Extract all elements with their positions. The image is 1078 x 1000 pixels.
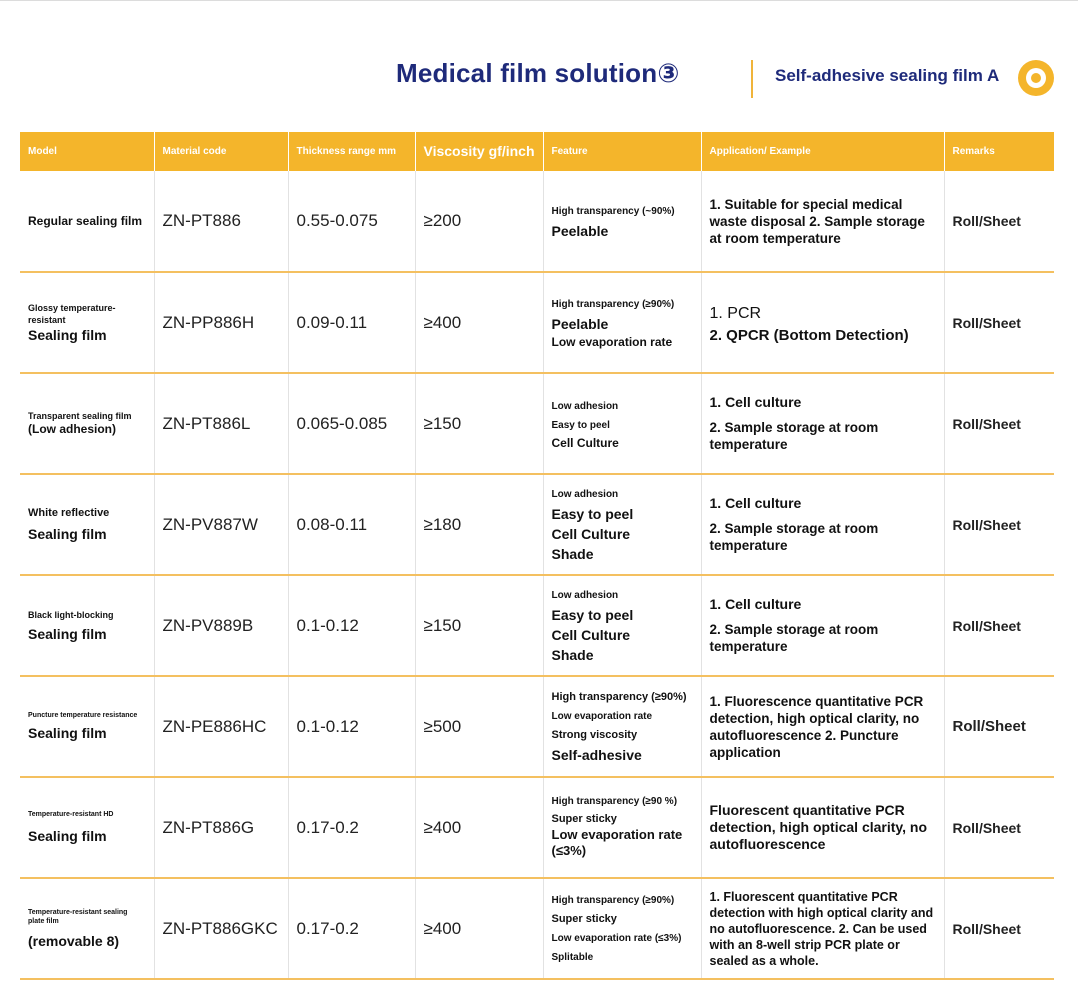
thickness-range: 0.1-0.12: [288, 575, 415, 676]
model-cell: [20, 575, 154, 676]
material-code: ZN-PT886L: [154, 373, 288, 474]
table-row: [20, 878, 1054, 979]
viscosity-value: ≥180: [415, 474, 543, 575]
thickness-range: 0.1-0.12: [288, 676, 415, 777]
feature-item: Peelable: [551, 222, 609, 239]
model-name: Sealing film: [28, 625, 107, 642]
thickness-range: 0.09-0.11: [288, 272, 415, 373]
feature-item: High transparency (≥90%): [551, 691, 687, 703]
remarks-cell: Roll/Sheet: [944, 171, 1054, 272]
feature-item: High transparency (≥90 %): [551, 796, 678, 807]
model-name: (Low adhesion): [28, 422, 116, 436]
col-header-viscosity: Viscosity gf/inch: [415, 132, 543, 171]
feature-item: High transparency (≥90%): [551, 894, 675, 906]
model-name: (removable 8): [28, 932, 120, 949]
model-descriptor: Temperature-resistant sealing plate film: [28, 908, 128, 925]
remarks-cell: Roll/Sheet: [944, 272, 1054, 373]
col-header-thickness: Thickness range mm: [288, 132, 415, 171]
model-name: Regular sealing film: [28, 213, 143, 228]
feature-cell: [543, 878, 701, 979]
application-item: 2. QPCR (Bottom Detection): [709, 327, 909, 344]
application-item: 1. Fluorescent quantitative PCR detection with high optical clarity and no autofluorescence. 2. Can be used with an 8-well strip PCR plate or sealed as a whole.: [709, 889, 934, 968]
feature-item: Shade: [551, 647, 594, 663]
feature-item: High transparency (≥90%): [551, 299, 675, 310]
model-name: Sealing film: [28, 828, 107, 844]
col-header-material-code: Material code: [154, 132, 288, 171]
material-code: ZN-PV889B: [154, 575, 288, 676]
model-cell: [20, 171, 154, 272]
feature-item: Peelable: [551, 316, 609, 332]
material-code: ZN-PT886: [154, 171, 288, 272]
model-name: Sealing film: [28, 526, 107, 542]
application-cell: [701, 171, 944, 272]
feature-cell: [543, 474, 701, 575]
model-descriptor: Black light-blocking: [28, 609, 114, 620]
feature-cell: [543, 777, 701, 878]
feature-item: Low evaporation rate (≤3%): [551, 827, 683, 858]
table-row: [20, 575, 1054, 676]
viscosity-value: ≥400: [415, 777, 543, 878]
table-row: [20, 272, 1054, 373]
table-header-row: [20, 132, 1054, 171]
table-row: [20, 676, 1054, 777]
application-item: 1. Cell culture: [709, 596, 802, 612]
feature-item: Cell Culture: [551, 435, 619, 450]
feature-item: Super sticky: [551, 813, 617, 825]
model-cell: [20, 676, 154, 777]
page-subtitle: Self-adhesive sealing film A: [775, 66, 1000, 85]
viscosity-value: ≥400: [415, 272, 543, 373]
application-item: 1. Fluorescence quantitative PCR detection, high optical clarity, no autofluorescence 2. Puncture application: [709, 693, 924, 760]
table-row: [20, 373, 1054, 474]
material-code: ZN-PT886G: [154, 777, 288, 878]
model-cell: [20, 878, 154, 979]
application-cell: [701, 777, 944, 878]
feature-cell: [543, 575, 701, 676]
viscosity-value: ≥500: [415, 676, 543, 777]
feature-cell: [543, 373, 701, 474]
thickness-range: 0.08-0.11: [288, 474, 415, 575]
col-header-model: Model: [20, 132, 154, 171]
application-item: 1. Cell culture: [709, 495, 802, 511]
application-item: 2. Sample storage at room temperature: [709, 622, 879, 654]
feature-item: Shade: [551, 546, 594, 562]
target-icon: [1018, 60, 1054, 96]
remarks-cell: Roll/Sheet: [944, 474, 1054, 575]
model-cell: [20, 272, 154, 373]
feature-item: Super sticky: [551, 912, 617, 925]
model-descriptor: Glossy temperature-resistant: [28, 302, 116, 325]
material-code: ZN-PV887W: [154, 474, 288, 575]
model-descriptor: Transparent sealing film: [28, 411, 132, 421]
feature-item: Strong viscosity: [551, 729, 638, 741]
application-item: 2. Sample storage at room temperature: [709, 521, 879, 553]
feature-item: Low evaporation rate (≤3%): [551, 932, 682, 944]
col-header-feature: Feature: [543, 132, 701, 171]
thickness-range: 0.065-0.085: [288, 373, 415, 474]
remarks-cell: Roll/Sheet: [944, 575, 1054, 676]
application-cell: [701, 676, 944, 777]
remarks-cell: Roll/Sheet: [944, 676, 1054, 777]
model-cell: [20, 373, 154, 474]
feature-item: High transparency (~90%): [551, 205, 675, 217]
viscosity-value: ≥400: [415, 878, 543, 979]
application-cell: [701, 474, 944, 575]
material-code: ZN-PE886HC: [154, 676, 288, 777]
model-descriptor: Temperature-resistant HD: [28, 811, 114, 818]
col-header-application: Application/ Example: [701, 132, 944, 171]
viscosity-value: ≥150: [415, 575, 543, 676]
feature-item: Low adhesion: [551, 400, 619, 412]
page-header: [0, 0, 1078, 132]
feature-item: Cell Culture: [551, 627, 631, 643]
feature-item: Easy to peel: [551, 506, 634, 522]
model-descriptor: Puncture temperature resistance: [28, 712, 138, 719]
feature-item: Easy to peel: [551, 607, 634, 623]
feature-cell: [543, 272, 701, 373]
remarks-cell: Roll/Sheet: [944, 878, 1054, 979]
application-item: 2. Sample storage at room temperature: [709, 420, 879, 452]
feature-item: Cell Culture: [551, 526, 631, 542]
application-item: 1. Suitable for special medical waste disposal 2. Sample storage at room temperature: [709, 196, 925, 246]
model-name: Sealing film: [28, 326, 107, 343]
thickness-range: 0.55-0.075: [288, 171, 415, 272]
title-separator: [751, 60, 753, 98]
table-row: [20, 474, 1054, 575]
feature-item: Easy to peel: [551, 419, 610, 431]
col-header-remarks: Remarks: [944, 132, 1054, 171]
application-item: 1. PCR: [709, 305, 762, 322]
viscosity-value: ≥200: [415, 171, 543, 272]
page-title: Medical film solution③: [396, 58, 680, 88]
application-cell: [701, 878, 944, 979]
feature-item: Low evaporation rate: [551, 335, 673, 349]
model-descriptor: White reflective: [28, 507, 110, 519]
application-cell: [701, 575, 944, 676]
feature-cell: [543, 676, 701, 777]
feature-item: Splitable: [551, 951, 594, 963]
application-cell: [701, 373, 944, 474]
model-name: Sealing film: [28, 725, 107, 741]
thickness-range: 0.17-0.2: [288, 878, 415, 979]
model-cell: [20, 777, 154, 878]
thickness-range: 0.17-0.2: [288, 777, 415, 878]
table-row: [20, 171, 1054, 272]
feature-item: Low adhesion: [551, 489, 619, 500]
table-row: [20, 777, 1054, 878]
feature-cell: [543, 171, 701, 272]
remarks-cell: Roll/Sheet: [944, 777, 1054, 878]
model-cell: [20, 474, 154, 575]
viscosity-value: ≥150: [415, 373, 543, 474]
material-code: ZN-PP886H: [154, 272, 288, 373]
feature-item: Self-adhesive: [551, 747, 642, 763]
material-code: ZN-PT886GKC: [154, 878, 288, 979]
application-item: 1. Cell culture: [709, 394, 802, 410]
application-cell: [701, 272, 944, 373]
product-table: [20, 132, 1054, 980]
application-item: Fluorescent quantitative PCR detection, high optical clarity, no autofluorescence: [709, 802, 928, 852]
remarks-cell: Roll/Sheet: [944, 373, 1054, 474]
feature-item: Low adhesion: [551, 590, 619, 601]
feature-item: Low evaporation rate: [551, 711, 653, 722]
